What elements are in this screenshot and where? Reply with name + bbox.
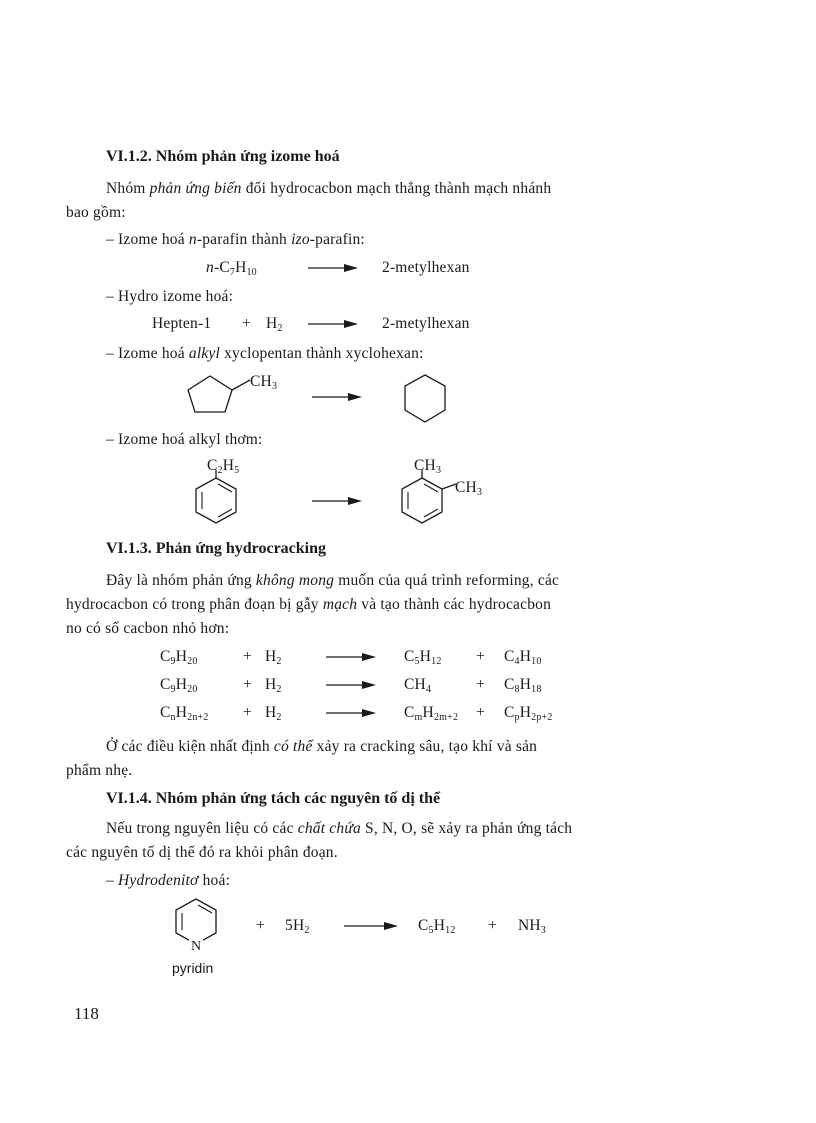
reaction-2-product-2: $C_pH_{2p+2}$ — [504, 704, 553, 723]
hydrocracking-para-line-3: no có số cacbon nhỏ hơn: — [66, 620, 230, 637]
eq5-reagent: $5H_2$ — [285, 917, 310, 936]
item-hydro-izome: – Hydro izome hoá: — [106, 288, 234, 305]
hydrocracking-para-line-1: Đây là nhóm phản ứng không mong muốn của quá trình reforming, các — [106, 572, 560, 589]
reaction-2-reactant: $C_nH_{2n+2}$ — [160, 704, 209, 723]
reaction-0-product-2: $C_4H_{10}$ — [504, 648, 542, 667]
eq4-arrow-icon — [312, 496, 364, 506]
eq2-product: 2-metylhexan — [382, 315, 470, 332]
eq5-product-2: $NH_3$ — [518, 917, 546, 936]
eq2-arrow-icon — [308, 319, 360, 329]
reaction-0-plus-2: + — [476, 648, 485, 665]
page-number: 118 — [74, 1004, 99, 1023]
cracking-note-line-1: Ở các điều kiện nhất định có thể xảy ra cracking sâu, tạo khí và sản — [106, 738, 538, 755]
reaction-1-plus-2: + — [476, 676, 485, 693]
reaction-0-reactant: $C_9H_{20}$ — [160, 648, 198, 667]
intro-line-1: Nhóm phản ứng biến đổi hydrocacbon mạch thẳng thành mạch nhánh — [106, 180, 552, 197]
eq5-plus-2: + — [488, 917, 497, 934]
intro-line-2: bao gồm: — [66, 204, 126, 221]
heading-vi-1-2: VI.1.2. Nhóm phản ứng izome hoá — [106, 148, 340, 165]
ch3-side-label: $CH_3$ — [455, 479, 483, 498]
reaction-2-arrow-icon — [326, 708, 378, 718]
reaction-1-product-1: $CH_4$ — [404, 676, 432, 695]
item-izome-xyclopentan: – Izome hoá alkyl xyclopentan thành xyclohexan: — [106, 345, 424, 362]
ethylbenzene-structure-icon — [192, 470, 244, 526]
cyclohexane-structure-icon — [402, 372, 448, 426]
reaction-2-h2: $H_2$ — [265, 704, 282, 723]
reaction-1-h2: $H_2$ — [265, 676, 282, 695]
eq2-reactant: Hepten-1 — [152, 315, 212, 332]
reaction-0-arrow-icon — [326, 652, 378, 662]
reaction-1-product-2: $C_8H_{18}$ — [504, 676, 542, 695]
c2h5-label: $C_2H_5$ — [207, 457, 240, 476]
reaction-1-arrow-icon — [326, 680, 378, 690]
reaction-1-reactant: $C_9H_{20}$ — [160, 676, 198, 695]
eq2-h2: $H_2$ — [266, 315, 283, 334]
hetero-para-line-1: Nếu trong nguyên liệu có các chất chứa S, N, O, sẽ xảy ra phản ứng tách — [106, 820, 573, 837]
reaction-0-plus-1: + — [243, 648, 252, 665]
eq5-plus-1: + — [256, 917, 265, 934]
reaction-2-plus-2: + — [476, 704, 485, 721]
item-izome-alkyl-thom: – Izome hoá alkyl thơm: — [106, 431, 263, 448]
pyridine-n-label: N — [191, 939, 202, 954]
eq5-product-1: $C_5H_{12}$ — [418, 917, 456, 936]
item-izome-n-parafin: – Izome hoá n-parafin thành izo-parafin: — [106, 231, 365, 248]
ch3-top-label: $CH_3$ — [414, 457, 442, 476]
ch3-label: $CH_3$ — [250, 373, 278, 392]
heading-vi-1-3: VI.1.3. Phản ứng hydrocracking — [106, 540, 327, 557]
reaction-0-h2: $H_2$ — [265, 648, 282, 667]
reaction-2-plus-1: + — [243, 704, 252, 721]
hydrocracking-para-line-2: hydrocacbon có trong phân đoạn bị gẫy mạch và tạo thành các hydrocacbon — [66, 596, 552, 613]
reaction-0-product-1: $C_5H_{12}$ — [404, 648, 442, 667]
eq1-product: 2-metylhexan — [382, 259, 470, 276]
eq2-plus: + — [242, 315, 251, 332]
eq3-arrow-icon — [312, 392, 364, 402]
eq1-arrow-icon — [308, 263, 360, 273]
heading-vi-1-4: VI.1.4. Nhóm phản ứng tách các nguyên tố dị thể — [106, 790, 441, 807]
hetero-para-line-2: các nguyên tố dị thể đó ra khỏi phân đoạn. — [66, 844, 338, 861]
item-hydrodenito: – Hydrodenitơ hoá: — [106, 872, 231, 889]
eq5-arrow-icon — [344, 921, 400, 931]
reaction-2-product-1: $C_mH_{2m+2}$ — [404, 704, 459, 723]
cracking-note-line-2: phẩm nhẹ. — [66, 762, 133, 779]
pyridin-label: pyridin — [172, 960, 214, 976]
eq1-reactant: $n-C_7H_{10}$ — [206, 259, 257, 278]
reaction-1-plus-1: + — [243, 676, 252, 693]
